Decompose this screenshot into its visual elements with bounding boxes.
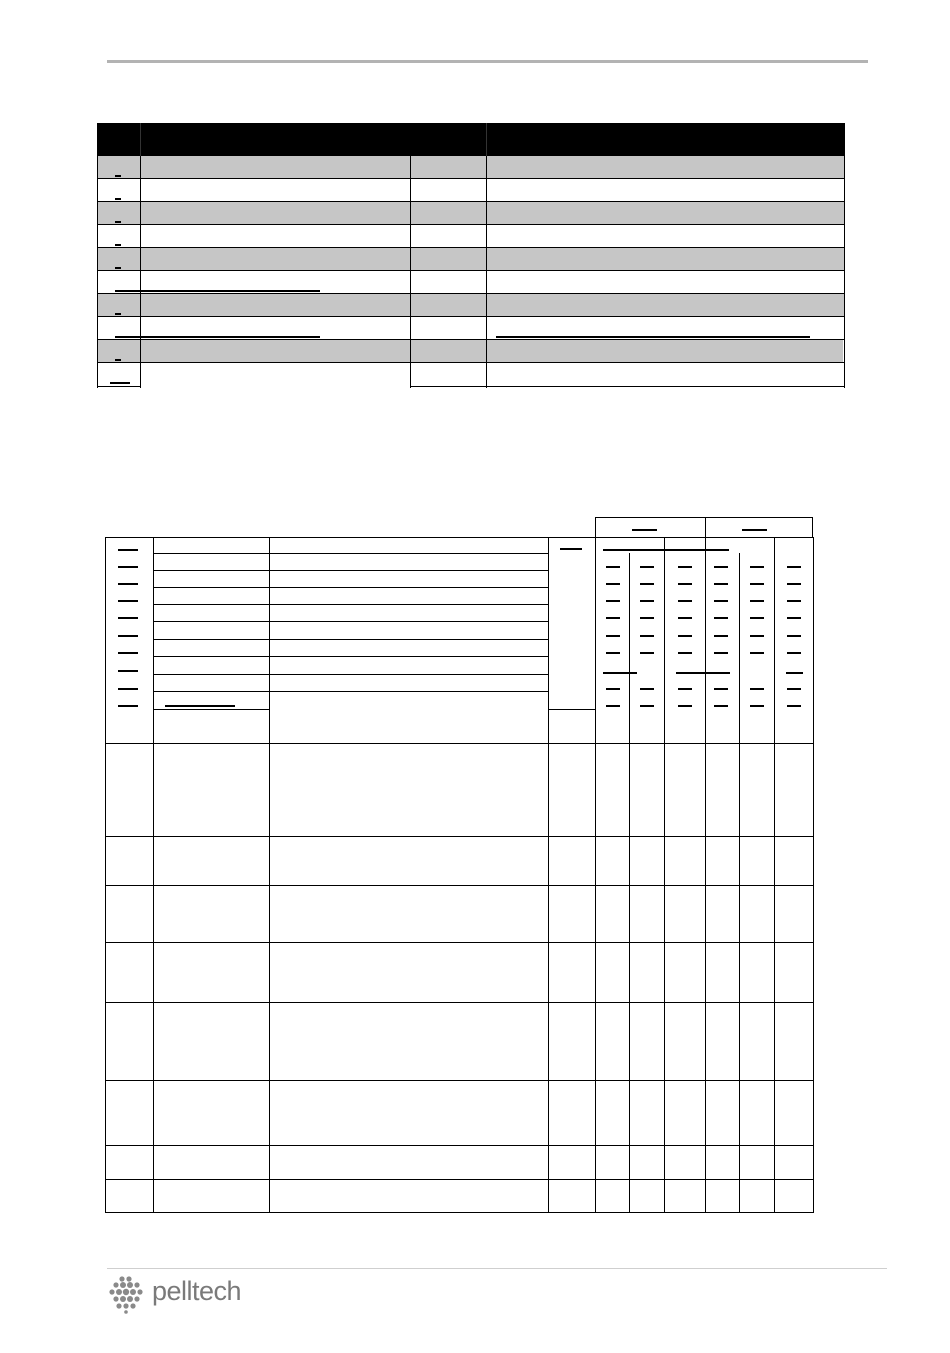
table-row <box>97 225 845 248</box>
logo-dots-icon <box>108 1274 148 1314</box>
table-row <box>97 340 843 363</box>
table-1-header-row <box>97 123 845 156</box>
table-row <box>97 294 845 317</box>
pelltech-logo <box>108 1274 278 1314</box>
footer-rule <box>107 1268 887 1269</box>
table-row <box>97 156 845 179</box>
table-row <box>97 202 845 225</box>
table-row <box>97 179 845 202</box>
table-row <box>97 363 845 386</box>
table-row <box>97 248 845 271</box>
header-rule <box>107 60 868 63</box>
group-header <box>705 517 813 538</box>
brand-wordmark: pelltech <box>152 1276 242 1306</box>
group-header <box>595 517 706 538</box>
